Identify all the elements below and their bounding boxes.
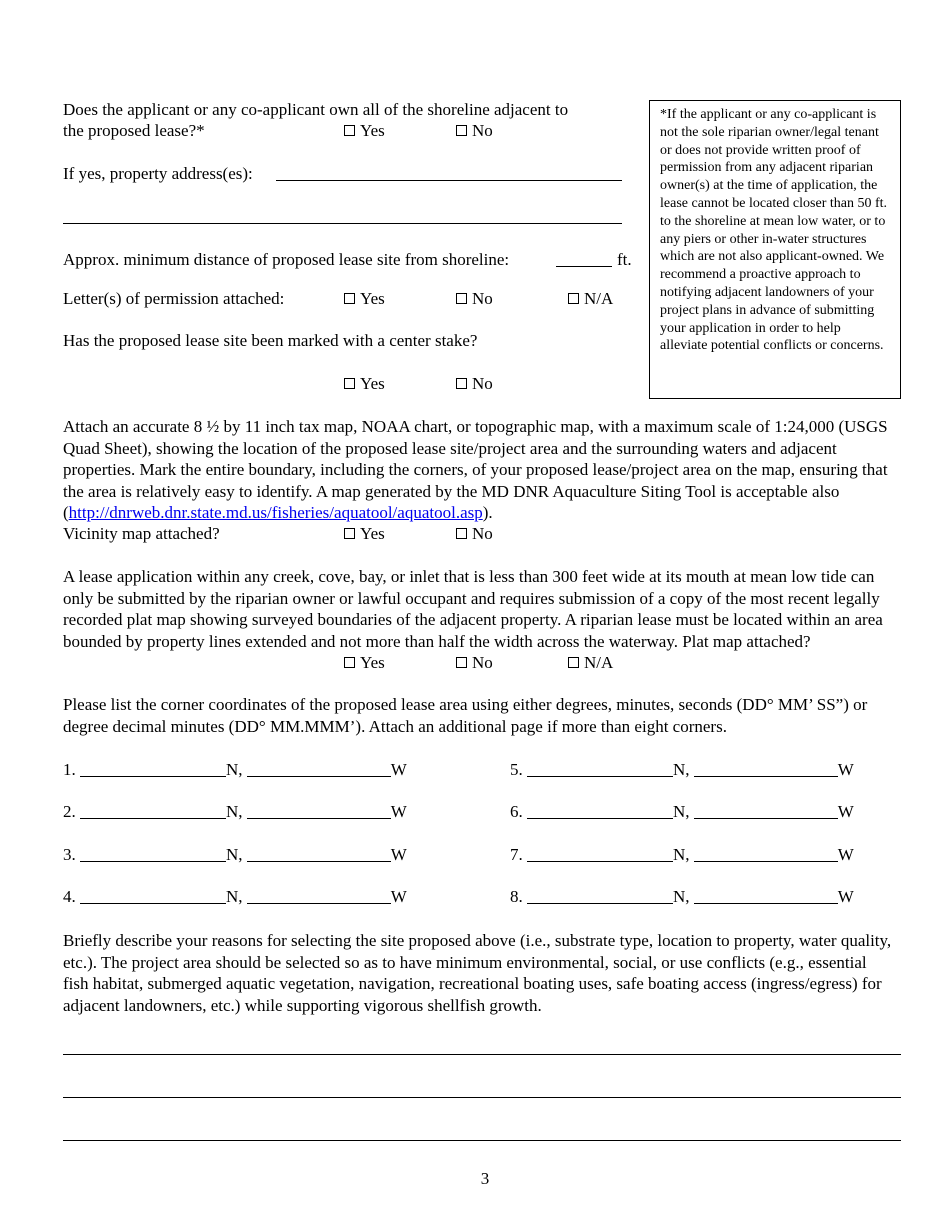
corner-row: 8. N, W (510, 887, 854, 906)
latitude-field[interactable] (527, 889, 673, 904)
center-stake-yes-option[interactable]: Yes (344, 373, 385, 395)
checkbox[interactable] (568, 293, 579, 304)
checkbox[interactable] (344, 125, 355, 136)
riparian-note-box (649, 100, 901, 399)
checkbox[interactable] (456, 528, 467, 539)
vicinity-map-label: Vicinity map attached? (63, 524, 220, 543)
corner-row: 1. N, W (63, 760, 407, 779)
shoreline-question-line1: Does the applicant or any co-applicant own all of the shoreline adjacent to (63, 100, 569, 119)
latitude-field[interactable] (80, 847, 226, 862)
center-stake-label: Has the proposed lease site been marked with a center stake? (63, 331, 478, 350)
vicinity-yes-option[interactable]: Yes (344, 523, 385, 545)
longitude-field[interactable] (694, 762, 838, 777)
checkbox[interactable] (344, 528, 355, 539)
plat-na-option[interactable]: N/A (568, 652, 613, 674)
riparian-note-text: *If the applicant or any co-applicant is not the sole riparian owner/legal tenant or does not provide written proof of permission from any adjacent riparian owner(s) at the time of application, the lease cannot be located closer than 50 ft. to the shoreline at mean low water, or to any piers or other in-water structures which are not also applicant-owned. We recommend a proactive approach to notifying adjacent landowners of your project plans in advance of submitting your application in order to help alleviate potential conflicts or concerns. (660, 107, 888, 354)
checkbox[interactable] (456, 657, 467, 668)
longitude-field[interactable] (247, 889, 391, 904)
longitude-field[interactable] (247, 847, 391, 862)
plat-yes-option[interactable]: Yes (344, 652, 385, 674)
checkbox[interactable] (456, 293, 467, 304)
coordinates-instructions: Please list the corner coordinates of the proposed lease area using either degrees, minutes, seconds (DD° MM’ SS”) or degree decimal minutes (DD° MM.MMM’). Attach an additional page if more than eight corners. (63, 695, 868, 736)
reasons-answer-line-2[interactable] (63, 1097, 901, 1098)
center-stake-no-option[interactable]: No (456, 373, 493, 395)
reasons-answer-line-3[interactable] (63, 1140, 901, 1141)
checkbox[interactable] (344, 657, 355, 668)
corner-row: 4. N, W (63, 887, 407, 906)
min-distance-label: Approx. minimum distance of proposed lease site from shoreline: (63, 250, 510, 269)
plat-instructions: A lease application within any creek, cove, bay, or inlet that is less than 300 feet wide at its mouth at mean low tide can only be submitted by the riparian owner or lawful occupant and requires submission of a copy of the most recent legally recorded plat map showing surveyed boundaries of the adjacent property. A riparian lease must be located within an area bounded by property lines extended and not more than half the width across the waterway. Plat map attached? (63, 567, 883, 651)
plat-no-option[interactable]: No (456, 652, 493, 674)
vicinity-no-option[interactable]: No (456, 523, 493, 545)
latitude-field[interactable] (527, 762, 673, 777)
site-reasons-instructions: Briefly describe your reasons for selecting the site proposed above (i.e., substrate type, location to property, water quality, etc.). The project area should be selected so as to have minimum environmental, social, or use conflicts (e.g., essential fish habitat, submerged aquatic vegetation, navigation, recreational boating uses, safe boating access (ingress/egress) for adjacent landowners, etc.) while supporting vigorous shellfish growth. (63, 931, 892, 1015)
shoreline-yes-option[interactable]: Yes (344, 120, 385, 142)
property-address-field-2[interactable] (63, 223, 622, 224)
reasons-answer-line-1[interactable] (63, 1054, 901, 1055)
permission-no-option[interactable]: No (456, 288, 493, 310)
longitude-field[interactable] (694, 847, 838, 862)
corner-row: 2. N, W (63, 802, 407, 821)
shoreline-no-option[interactable]: No (456, 120, 493, 142)
latitude-field[interactable] (527, 847, 673, 862)
permission-yes-option[interactable]: Yes (344, 288, 385, 310)
shoreline-question-line2: the proposed lease?* (63, 121, 205, 140)
corner-row: 7. N, W (510, 845, 854, 864)
property-address-field-1[interactable] (276, 180, 622, 181)
checkbox[interactable] (568, 657, 579, 668)
corner-row: 5. N, W (510, 760, 854, 779)
checkbox[interactable] (456, 125, 467, 136)
longitude-field[interactable] (694, 804, 838, 819)
min-distance-unit: ft. (617, 250, 632, 269)
corner-row: 6. N, W (510, 802, 854, 821)
map-instructions: Attach an accurate 8 ½ by 11 inch tax map, NOAA chart, or topographic map, with a maximum scale of 1:24,000 (USGS Quad Sheet), showing the location of the proposed lease site/project area and the surrounding waters and adjacent properties. Mark the entire boundary, including the corners, of your proposed lease/project area on the map, ensuring that the area is relatively easy to identify. A map generated by the MD DNR Aquaculture Siting Tool is acceptable also (http://dnrweb.dnr.state.md.us/fisheries/aquatool/aquatool.asp). (63, 417, 888, 522)
latitude-field[interactable] (80, 889, 226, 904)
latitude-field[interactable] (80, 762, 226, 777)
min-distance-field[interactable] (556, 266, 612, 267)
longitude-field[interactable] (247, 804, 391, 819)
longitude-field[interactable] (694, 889, 838, 904)
longitude-field[interactable] (247, 762, 391, 777)
page-number: 3 (480, 1169, 490, 1188)
checkbox[interactable] (344, 378, 355, 389)
corner-row: 3. N, W (63, 845, 407, 864)
property-address-label: If yes, property address(es): (63, 164, 253, 183)
permission-label: Letter(s) of permission attached: (63, 289, 285, 308)
aquatool-link[interactable]: http://dnrweb.dnr.state.md.us/fisheries/aquatool/aquatool.asp (68, 503, 483, 522)
latitude-field[interactable] (527, 804, 673, 819)
permission-na-option[interactable]: N/A (568, 288, 613, 310)
checkbox[interactable] (344, 293, 355, 304)
checkbox[interactable] (456, 378, 467, 389)
latitude-field[interactable] (80, 804, 226, 819)
